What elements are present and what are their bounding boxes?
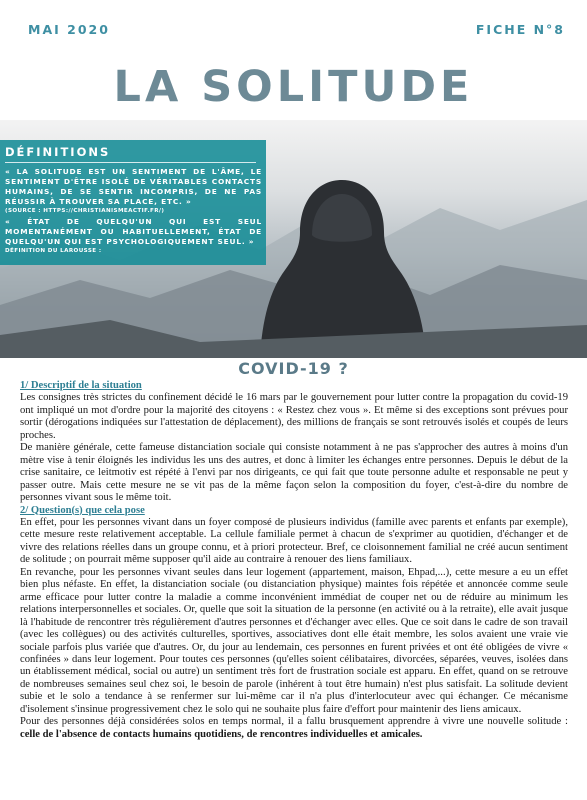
definitions-title: DÉFINITIONS	[5, 145, 256, 163]
section-1-heading: 1/ Descriptif de la situation	[20, 380, 142, 391]
section-2-paragraph-2: En revanche, pour les personnes vivant seules dans leur logement (appartement, maison, Ehpad,...), cette mesure a eu un effet bien plus néfaste. En effet, la distanciation sociale (ou distanciation physique) maintes fois répétée et annoncée comme seule arme efficace pour lutter contre la maladie a comme inconvénient immédiat de couper net ou de réduire au minimum les relations interpersonnelles et sociales. Or, quelle que soit la situation de la personne (en activité ou à la retraite), elle avait jusque là l'habitude de rencontrer très régulièrement d'autres personnes et d'échanger avec elles. Que ce soit dans le cadre de son travail (avec les collègues) ou des activités culturelles, sportives, associatives dont elle était membre, les solos avaient une vraie vie sociale parfois plus variée que d'autres. Or, du jour au lendemain, ces personnes en furent privées et ont été obligées de vivre « confinées » dans leur logement. Pour toutes ces personnes (qu'elles soient célibataires, divorcées, séparées, veuves, isolées dans un établissement médical, social ou autre) un sentiment très fort de frustration sociale est apparu. En effet, quand on se retrouve de nombreuses semaines seul chez soi, le besoin de parole (inhérent à tout être humain) n'est plus satisfait. La solitude devient subie et le solo a tendance à se renfermer sur lui-même car il n'a plus d'interlocuteur avec qui échanger. Ce mécanisme d'isolement s'insinue progressivement chez le solo qui ne souhaite plus faire d'effort pour maintenir des liens amicaux.	[20, 566, 568, 715]
issue-date: MAI 2020	[28, 22, 110, 37]
page-title: LA SOLITUDE	[113, 62, 474, 112]
definition-quote-2: « ÉTAT DE QUELQU'UN QUI EST SEUL MOMENTANÉMENT OU HABITUELLEMENT, ÉTAT DE QUELQU'UN QUI EST PSYCHOLOGIQUEMENT SEUL. »	[5, 217, 262, 246]
definition-quote-1: « LA SOLITUDE EST UN SENTIMENT DE L'ÂME, LE SENTIMENT D'ÊTRE ISOLÉ DE VÉRITABLES CONTACTS HUMAINS, DE SE SENTIR INCOMPRIS, DE NE PAS RÉUSSIR À TROUVER SA PLACE, ETC. »	[5, 167, 262, 206]
section-1-paragraph-1: Les consignes très strictes du confinement décidé le 16 mars par le gouvernement pour lutter contre la propagation du covid-19 ont impliqué un mot d'ordre pour la majorité des citoyens : « Restez chez vous ». Et même si des exceptions sont prévues pour sortir (dérogations indiquées sur l'attestation de déplacement), des millions de français se sont retrouvés isolés et coupés de leurs proches.	[20, 392, 568, 441]
paragraph-3-text: Pour des personnes déjà considérées solos en temps normal, il a fallu brusquement apprendre à vivre une nouvelle solitude :	[20, 716, 568, 728]
definition-source-2: DÉFINITION DU LAROUSSE :	[5, 248, 102, 254]
definition-source-1: (SOURCE : HTTPS://CHRISTIANISMEACTIF.FR/)	[5, 208, 165, 214]
section-1-paragraph-2: De manière générale, cette fameuse distanciation sociale qui consiste notamment à ne pas s'approcher des autres à moins d'un mètre vise à tenir éloignés les individus les uns des autres, et donc à limiter les échanges entre personnes. Depuis le début de la crise sanitaire, ce leitmotiv est répété à l'envi par nos dirigeants, ce qui fait que toute personne adulte et responsable ne peut y passer outre. Mais cette mesure ne se vit pas de la même façon selon la composition du foyer, c'est-à-dire du nombre de personnes vivant sous le même toit.	[20, 442, 568, 504]
paragraph-3-emphasis: celle de l'absence de contacts humains quotidiens, de rencontres individuelles et amicales.	[20, 728, 423, 740]
section-2-heading: 2/ Question(s) que cela pose	[20, 504, 145, 516]
section-title: COVID-19 ?	[238, 359, 349, 378]
page-header	[28, 22, 565, 37]
section-2-paragraph-1: En effet, pour les personnes vivant dans un foyer composé de plusieurs individus (famille avec parents et enfants par exemple), cette mesure reste relativement acceptable. La cellule familiale permet à chacun de s'exprimer au quotidien, d'échanger et de vivre des relations réelles dans un groupe connu, et à priori protecteur. Bref, ce cloisonnement familial ne créé aucun sentiment de solitude ; on pourrait même supposer qu'il aide au contraire à renouer des liens familiaux.	[20, 516, 568, 566]
definitions-box	[0, 140, 266, 265]
section-2-paragraph-3	[20, 716, 568, 741]
sheet-number: FICHE N°8	[475, 22, 565, 37]
article-body	[20, 380, 568, 741]
